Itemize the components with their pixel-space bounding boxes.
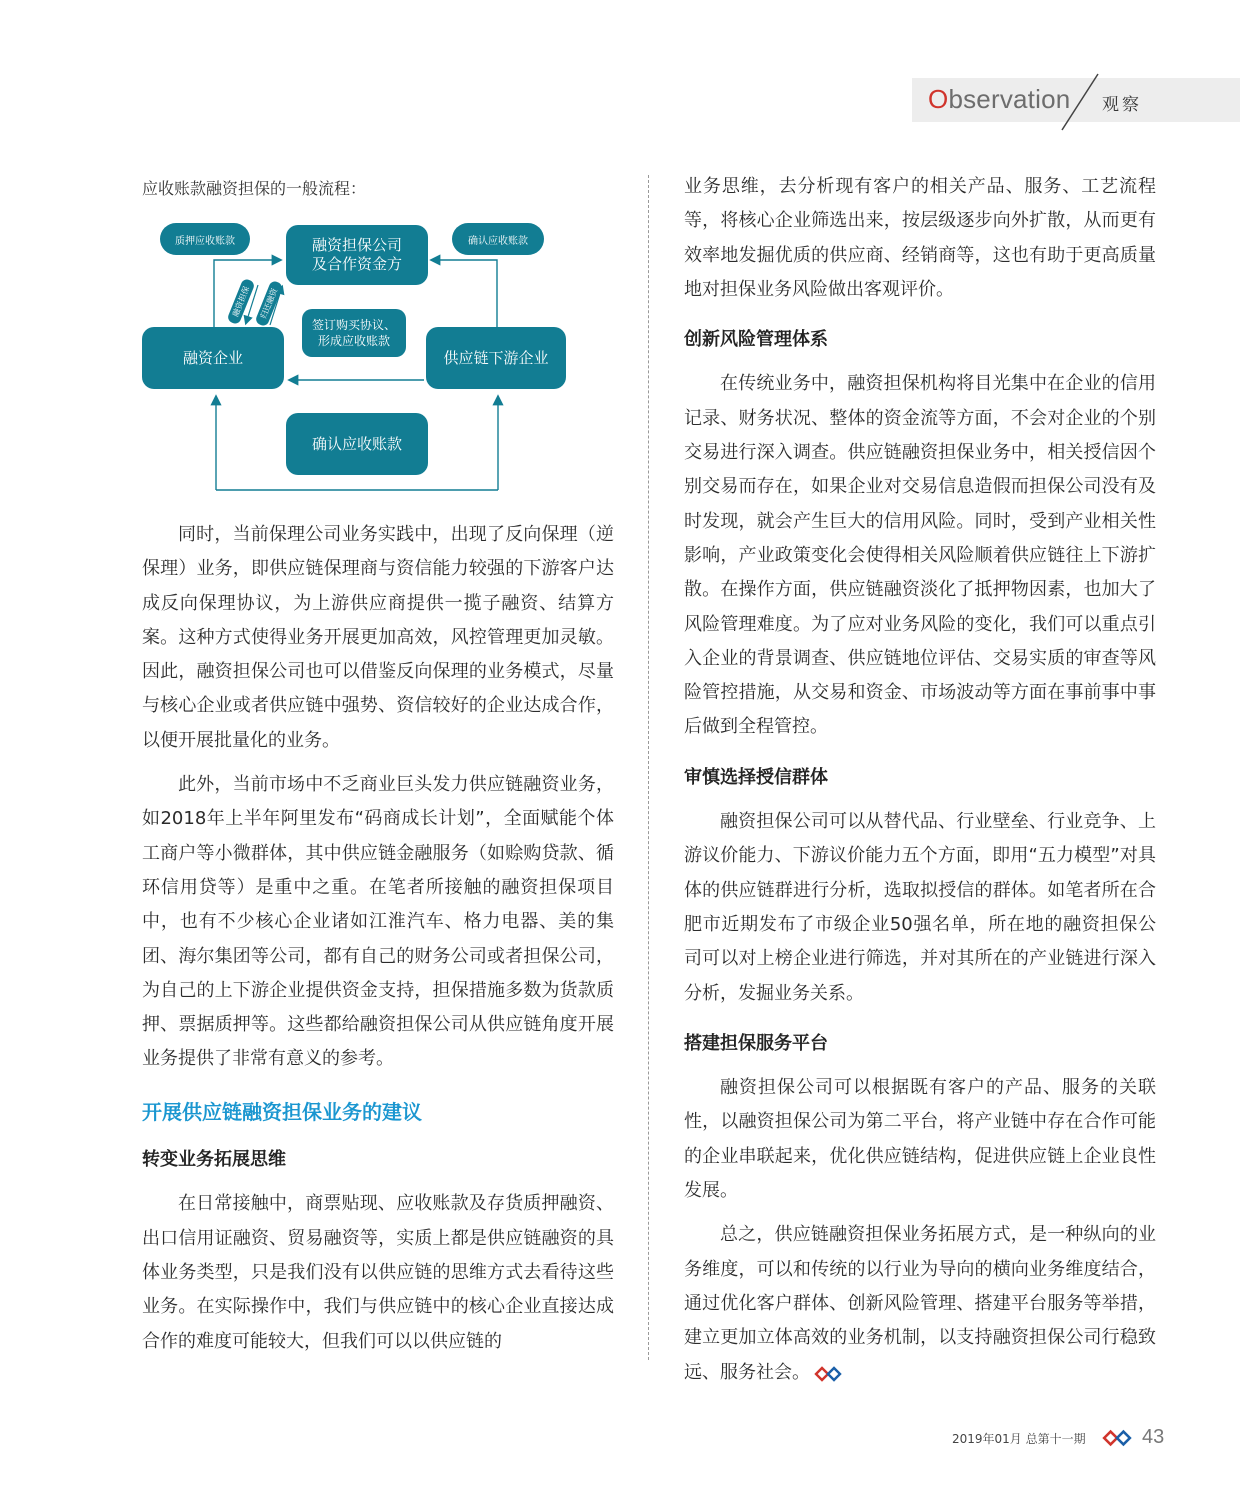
downstream-enterprise-label: 供应链下游企业 <box>443 348 549 367</box>
confirm-receivable-box <box>286 413 428 475</box>
paragraph: 融资担保公司可以从替代品、行业壁垒、行业竞争、上游议价能力、下游议价能力五个方面，即用“五力模型”对具体的供应链群进行分析，选取拟授信的群体。如笔者所在合肥市近期发布了市级企业50强名单，所在地的融资担保公司可以对上榜企业进行筛选，并对其所在的产业链进行深入分析，发掘业务关系。 <box>684 811 1156 1004</box>
paragraph: 在日常接触中，商票贴现、应收账款及存货质押融资、出口信用证融资、贸易融资等，实质上都是供应链融资的具体业务类型，只是我们没有以供应链的思维方式去看待这些业务。在实际操作中，我们与供应链中的核心企业直接达成合作的难度可能较大，但我们可以以供应链的 <box>142 1193 614 1352</box>
subsection-heading: 审慎选择授信群体 <box>684 766 828 788</box>
header-slash-decoration <box>1058 72 1102 132</box>
subsection-heading: 搭建担保服务平台 <box>684 1032 828 1054</box>
page-number: 43 <box>1142 1426 1165 1448</box>
agreement-box <box>302 309 406 357</box>
confirm-receivable-pill-label: 确认应收账款 <box>468 235 528 247</box>
guarantor-label: 融资担保公司 及合作资金方 <box>311 236 402 273</box>
paragraph: 此外，当前市场中不乏商业巨头发力供应链融资业务，如2018年上半年阿里发布“码商成长计划”，全面赋能个体工商户等小微群体，其中供应链金融服务（如赊购贷款、循环信用贷等）是重中之重。在笔者所接触的融资担保项目中，也有不少核心企业诸如江淮汽车、格力电器、美的集团、海尔集团等公司，都有自己的财务公司或者担保公司，为自己的上下游企业提供资金支持，担保措施多数为货款质押、票据质押等。这些都给融资担保公司从供应链角度开展业务提供了非常有意义的参考。 <box>142 774 614 1070</box>
closing-paragraph-text: 总之，供应链融资担保业务拓展方式，是一种纵向的业务维度，可以和传统的以行业为导向的横向业务维度结合，通过优化客户群体、创新风险管理、搭建平台服务等举措，建立更加立体高效的业务机制，以支持融资担保公司行稳致远、服务社会。 <box>684 1224 1156 1383</box>
issue-info: 2019年01月 总第十一期 <box>952 1432 1086 1446</box>
pledge-receivable-label: 质押应收账款 <box>175 235 235 247</box>
agreement-label: 签订购买协议、 形成应收账款 <box>311 318 396 348</box>
subsection-heading: 转变业务拓展思维 <box>142 1149 286 1171</box>
section-title-en <box>928 84 1070 115</box>
section-heading: 开展供应链融资担保业务的建议 <box>142 1099 422 1124</box>
end-mark-logo-icon <box>814 1365 842 1383</box>
confirm-receivable-label: 确认应收账款 <box>311 434 402 453</box>
column-divider <box>648 175 649 1360</box>
financing-enterprise-box <box>142 327 284 389</box>
guarantor-box <box>286 225 428 285</box>
confirm-receivable-pill <box>452 223 544 255</box>
paragraph <box>684 1218 1156 1389</box>
financing-enterprise-label: 融资企业 <box>182 348 243 367</box>
magazine-logo-icon <box>1102 1428 1132 1448</box>
repay-financing-label: 归还融资 <box>258 286 280 321</box>
right-column <box>684 170 1156 1390</box>
section-title-initial: O <box>928 84 949 114</box>
section-title-cn: 观察 <box>1102 95 1142 115</box>
section-title-rest: bservation <box>948 84 1071 114</box>
flow-diagram <box>142 215 572 495</box>
diagram-caption: 应收账款融资担保的一般流程： <box>142 179 367 198</box>
pledge-receivable-pill <box>160 223 250 255</box>
paragraph: 业务思维，去分析现有客户的相关产品、服务、工艺流程等，将核心企业筛选出来，按层级逐步向外扩散，从而更有效率地发掘优质的供应商、经销商等，这也有助于更高质量地对担保业务风险做出客观评价。 <box>684 176 1156 300</box>
paragraph: 融资担保公司可以根据既有客户的产品、服务的关联性，以融资担保公司为第二平台，将产业链中存在合作可能的企业串联起来，优化供应链结构，促进供应链上企业良性发展。 <box>684 1077 1156 1202</box>
paragraph: 同时，当前保理公司业务实践中，出现了反向保理（逆保理）业务，即供应链保理商与资信能力较强的下游客户达成反向保理协议，为上游供应商提供一揽子融资、结算方案。这种方式使得业务开展更加高效，风控管理更加灵敏。因此，融资担保公司也可以借鉴反向保理的业务模式，尽量与核心企业或者供应链中强势、资信较好的企业达成合作，以便开展批量化的业务。 <box>142 524 614 751</box>
financing-guarantee-label: 融资担保 <box>230 284 252 319</box>
paragraph: 在传统业务中，融资担保机构将目光集中在企业的信用记录、财务状况、整体的资金流等方面，不会对企业的个别交易进行深入调查。供应链融资担保业务中，相关授信因个别交易而存在，如果企业对交易信息造假而担保公司没有及时发现，就会产生巨大的信用风险。同时，受到产业相关性影响，产业政策变化会使得相关风险顺着供应链往上下游扩散。在操作方面，供应链融资淡化了抵押物因素，也加大了风险管理难度。为了应对业务风险的变化，我们可以重点引入企业的背景调查、供应链地位评估、交易实质的审查等风险管控措施，从交易和资金、市场波动等方面在事前事中事后做到全程管控。 <box>684 373 1156 738</box>
downstream-enterprise-box <box>426 327 566 389</box>
subsection-heading: 创新风险管理体系 <box>684 329 828 351</box>
left-column <box>142 518 614 1359</box>
